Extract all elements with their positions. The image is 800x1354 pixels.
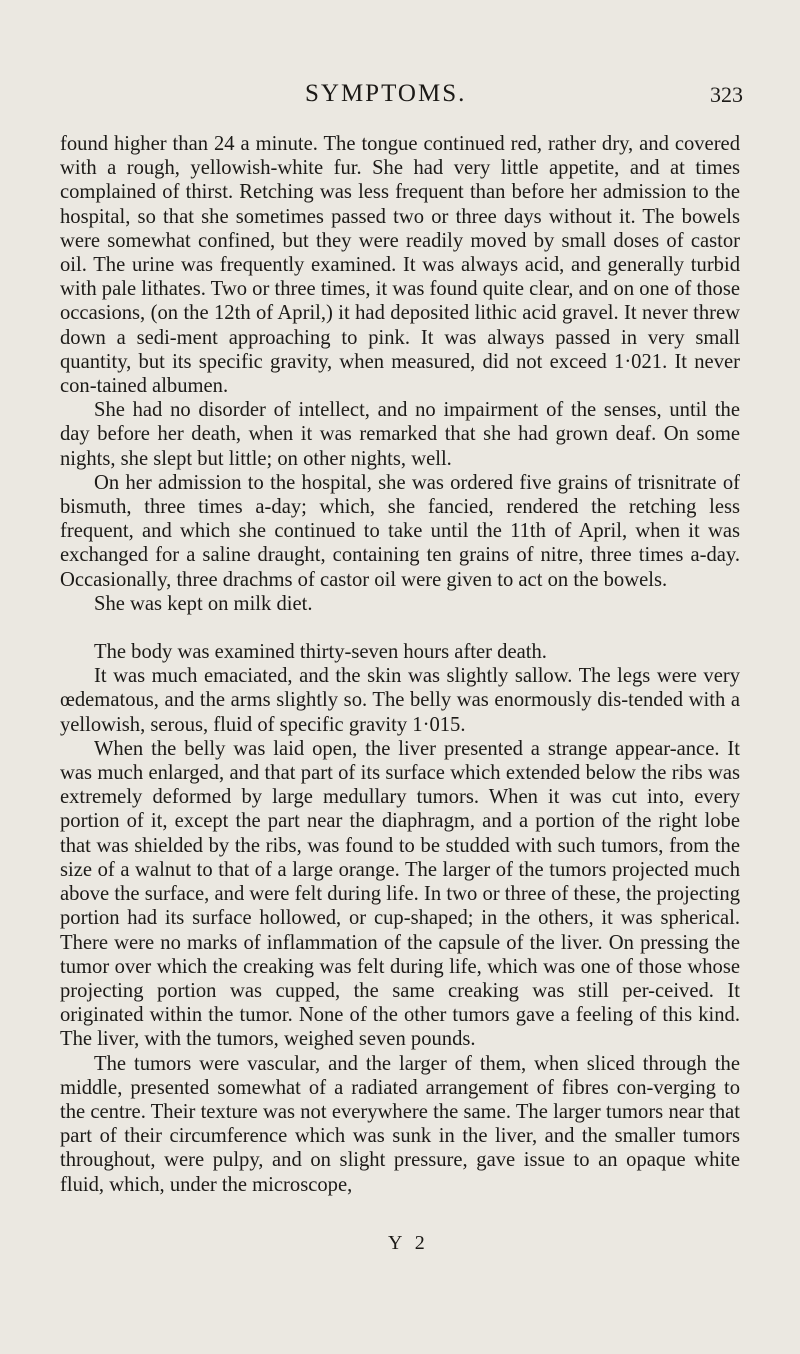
running-title: SYMPTOMS. (305, 80, 467, 107)
page-number: 323 (710, 82, 743, 107)
paragraph-tumors: The tumors were vascular, and the larger of them, when sliced through the middle, presented somewhat of a radiated arrangement of fibres con-verging to the centre. Their texture was not everywhere the same. The larger tumors near that part of their circumference which was sunk in the liver, and the smaller tumors throughout, were pulpy, and on slight pressure, gave issue to an opaque white fluid, which, under the microscope, (60, 1052, 740, 1196)
paragraph-liver: When the belly was laid open, the liver presented a strange appear-ance. It was much enlarged, and that part of its surface which extended below the ribs was extremely deformed by large medullary tumors. When it was cut into, every portion of it, except the part near the diaphragm, and a portion of the right lobe that was shielded by the ribs, was found to be studded with such tumors, from the size of a walnut to that of a large orange. The larger of the tumors projected much above the surface, and were felt during life. In two or three of these, the projecting portion had its surface hollowed, or cup-shaped; in the others, it was spherical. There were no marks of inflammation of the capsule of the liver. On pressing the tumor over which the creaking was felt during life, which was one of those whose projecting portion was cupped, the same creaking was still per-ceived. It originated within the tumor. None of the other tumors gave a feeling of this kind. The liver, with the tumors, weighed seven pounds. (60, 737, 740, 1051)
paragraph-body-condition: It was much emaciated, and the skin was slightly sallow. The legs were very œdematous, and the arms slightly so. The belly was enormously dis-tended with a yellowish, serous, fluid of specific gravity 1·015. (60, 665, 740, 736)
paragraph-treatment: On her admission to the hospital, she was ordered five grains of trisnitrate of bismuth, three times a-day; which, she fancied, rendered the retching less frequent, and which she continued to take until the 11th of April, when it was exchanged for a saline draught, containing ten grains of nitre, three times a-day. Occasionally, three drachms of castor oil were given to act on the bowels. (60, 471, 740, 591)
signature-mark: Y 2 (388, 1232, 429, 1254)
paragraph-examination: The body was examined thirty-seven hours after death. (94, 641, 547, 664)
body-text (60, 132, 740, 1197)
paragraph-symptoms-continued: found higher than 24 a minute. The tongue continued red, rather dry, and covered with a rough, yellowish-white fur. She had very little appetite, and at times complained of thirst. Retching was less frequent than before her admission to the hospital, so that she sometimes passed two or three days without it. The bowels were somewhat confined, but they were readily moved by small doses of castor oil. The urine was frequently examined. It was always acid, and generally turbid with pale lithates. Two or three times, it was found quite clear, and on one of those occasions, (on the 12th of April,) it had deposited lithic acid gravel. It never threw down a sedi-ment approaching to pink. It was always passed in very small quantity, but its specific gravity, when measured, did not exceed 1·021. It never con-tained albumen. (60, 133, 740, 398)
paragraph-diet: She was kept on milk diet. (94, 592, 313, 615)
page-header (0, 72, 800, 112)
paragraph-intellect: She had no disorder of intellect, and no impairment of the senses, until the day before her death, when it was remarked that she had grown deaf. On some nights, she slept but little; on other nights, well. (60, 399, 740, 470)
